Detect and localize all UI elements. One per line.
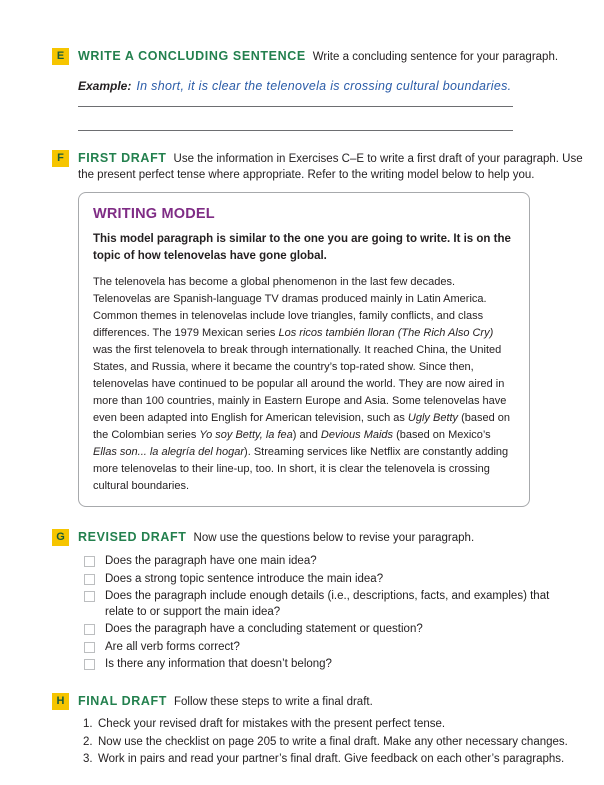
section-g-heading: REVISED DRAFT xyxy=(78,529,187,544)
section-f-heading: FIRST DRAFT xyxy=(78,150,167,165)
checklist-item xyxy=(78,640,554,656)
writing-model-intro: This model paragraph is similar to the one you are going to write. It is on the topic of how telenovelas have gone global. xyxy=(93,232,511,262)
final-draft-steps xyxy=(78,717,568,768)
section-f-instruction: Use the information in Exercises C–E to write a first draft of your paragraph. Use the present perfect tense where appropriate. Refer to the writing model below to help you. xyxy=(78,152,583,181)
section-h-heading: FINAL DRAFT xyxy=(78,693,167,708)
checkbox-icon[interactable] xyxy=(84,574,95,585)
checklist-item xyxy=(78,554,554,570)
checklist-item xyxy=(78,657,554,673)
checklist-item xyxy=(78,572,554,588)
checklist-item xyxy=(78,622,554,638)
step-item xyxy=(78,717,554,733)
section-f xyxy=(52,150,583,507)
checklist-item-label: Are all verb forms correct? xyxy=(105,640,240,653)
checkbox-icon[interactable] xyxy=(84,556,95,567)
answer-line[interactable] xyxy=(78,93,513,107)
exercise-badge-h: H xyxy=(52,693,69,710)
exercise-badge-f: F xyxy=(52,150,69,167)
checklist-item-label: Does the paragraph have a concluding statement or question? xyxy=(105,623,423,635)
section-e-heading: WRITE A CONCLUDING SENTENCE xyxy=(78,49,306,63)
checklist-item xyxy=(78,589,554,620)
revision-checklist xyxy=(78,554,554,673)
checkbox-icon[interactable] xyxy=(84,624,95,635)
checklist-item-label: Does the paragraph include enough details (i.e., descriptions, facts, and examples) that relate to or support the main idea? xyxy=(105,590,550,618)
exercise-badge-g: G xyxy=(52,529,69,546)
checklist-item-label: Does a strong topic sentence introduce the main idea? xyxy=(105,572,384,585)
example-handwritten-answer: In short, it is clear the telenovela is crossing cultural boundaries. xyxy=(136,78,512,93)
example-label: Example: xyxy=(78,78,132,93)
step-number: 3. xyxy=(83,753,93,765)
step-number: 2. xyxy=(83,735,93,748)
checklist-item-label: Does the paragraph have one main idea? xyxy=(105,555,317,567)
section-e-instruction: Write a concluding sentence for your paragraph. xyxy=(312,51,559,63)
step-number: 1. xyxy=(83,718,93,730)
checkbox-icon[interactable] xyxy=(84,591,95,602)
checkbox-icon[interactable] xyxy=(84,642,95,653)
checklist-item-label: Is there any information that doesn’t belong? xyxy=(105,658,332,670)
section-g xyxy=(52,529,554,675)
checkbox-icon[interactable] xyxy=(84,659,95,670)
answer-lines xyxy=(78,93,513,131)
writing-model-paragraph: The telenovela has become a global phenomenon in the last few decades. Telenovelas are Spanish-language TV dramas produced mainly in Latin America. Common themes in telenovelas include love triangles, family conflicts, and class differences. The 1979 Mexican series Los ricos también lloran (The Rich Also Cry) was the first telenovela to break through internationally. It reached China, the United States, and Russia, where it became the country’s top-rated show. Since then, telenovelas have continued to be popular all around the world. They are now aired in more than 100 countries, mainly in Eastern Europe and Asia. Some telenovelas have even been adapted into English for American television, such as Ugly Betty (based on the Colombian series Yo soy Betty, la fea) and Devious Maids (based on Mexico’s Ellas son... la alegría del hogar). Streaming services like Netflix are constantly adding more telenovelas to their line-up, too. In short, it is clear the telenovela is crossing cultural boundaries. xyxy=(93,275,511,492)
section-h-instruction: Follow these steps to write a final draft. xyxy=(174,695,373,708)
exercise-badge-e: E xyxy=(52,48,69,65)
writing-model-box xyxy=(78,192,530,507)
step-item xyxy=(78,735,568,751)
section-h xyxy=(52,693,568,770)
step-text: Now use the checklist on page 205 to write a final draft. Make any other necessary changes. xyxy=(98,735,568,748)
answer-line[interactable] xyxy=(78,107,513,131)
writing-model-title: WRITING MODEL xyxy=(93,205,215,222)
step-item xyxy=(78,752,565,768)
section-g-instruction: Now use the questions below to revise your paragraph. xyxy=(193,531,475,544)
step-text: Work in pairs and read your partner’s final draft. Give feedback on each other’s paragraphs. xyxy=(98,753,565,765)
step-text: Check your revised draft for mistakes with the present perfect tense. xyxy=(98,718,446,730)
section-e xyxy=(52,48,559,131)
